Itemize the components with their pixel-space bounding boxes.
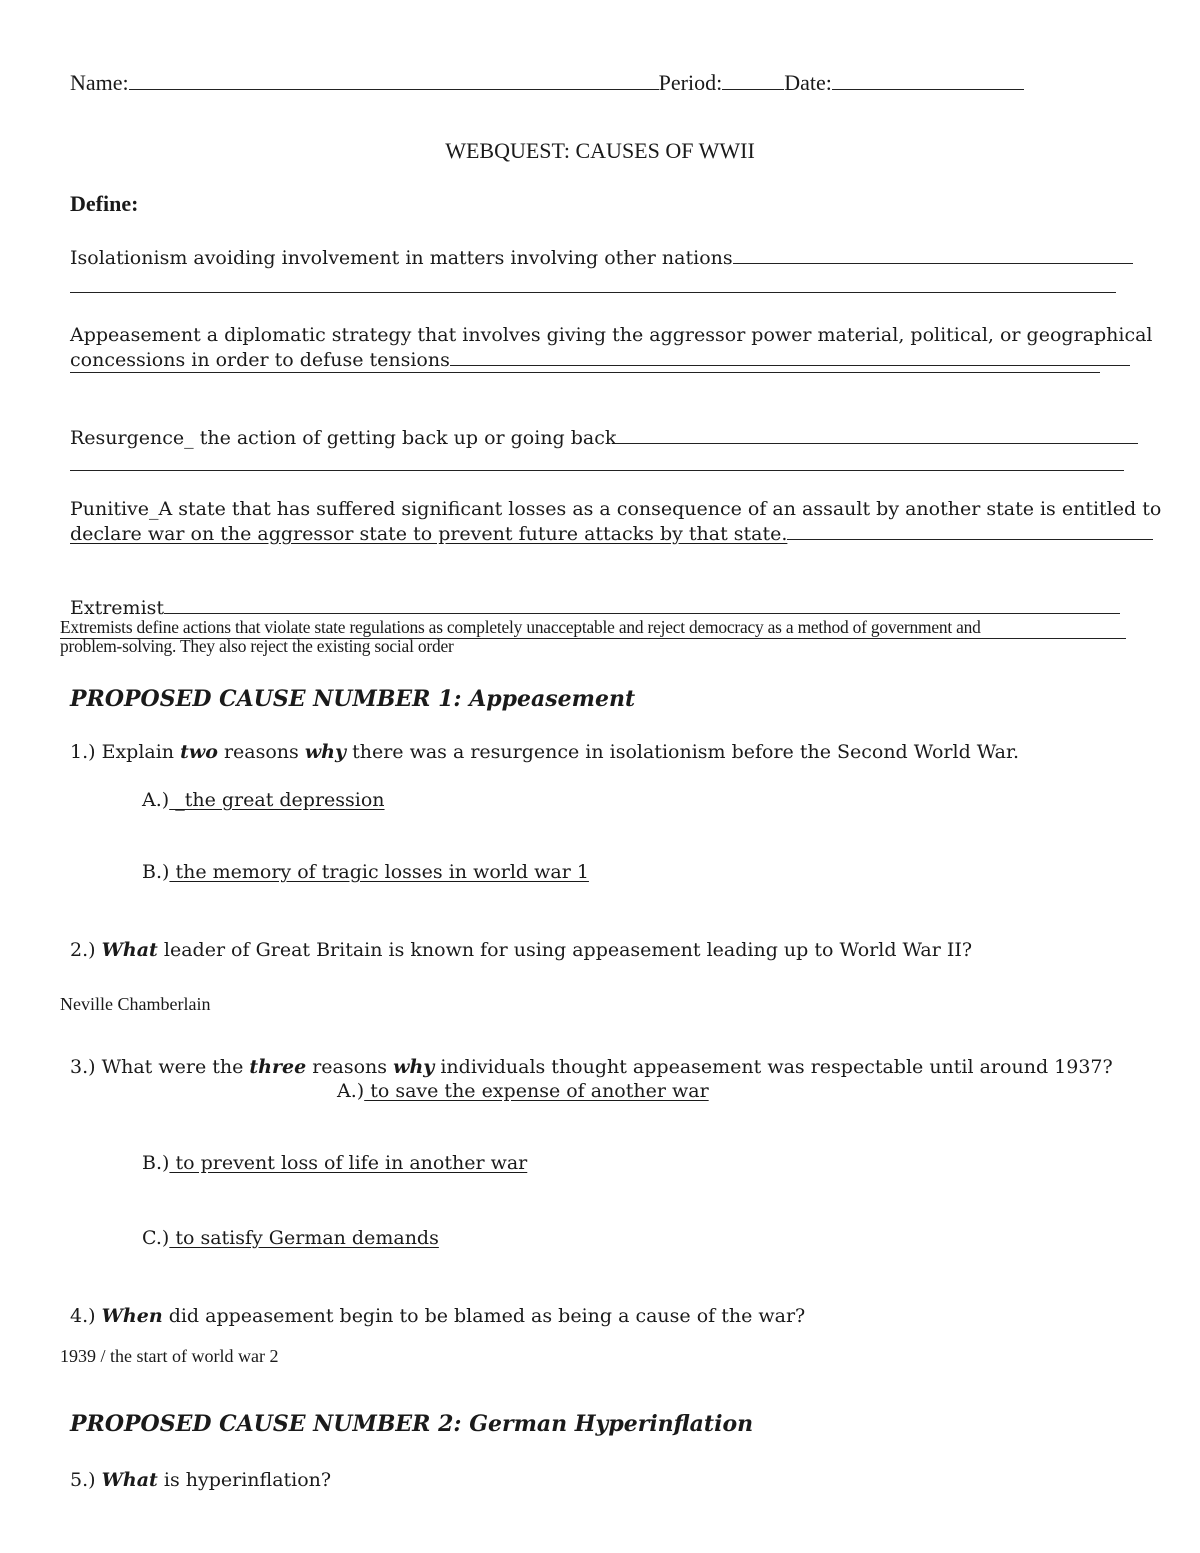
answer-label: C.)	[142, 1227, 170, 1249]
q1-emphasis-two: two	[180, 741, 218, 763]
date-label: Date:	[784, 70, 832, 95]
q1-emphasis-why: why	[304, 741, 347, 763]
define-label: Define:	[70, 191, 139, 216]
definition-punitive-line2	[70, 521, 1153, 545]
q5-text: is hyperinflation?	[157, 1469, 332, 1491]
q4-answer: 1939 / the start of world war 2	[60, 1346, 279, 1366]
isolationism-text: Isolationism avoiding involvement in matters involving other nations	[70, 247, 733, 269]
answer-text: to save the expense of another war	[364, 1080, 709, 1102]
q4-text: did appeasement begin to be blamed as being a cause of the war?	[162, 1305, 806, 1327]
q3-emphasis-why: why	[393, 1056, 435, 1078]
definition-punitive-line1: Punitive_A state that has suffered significant losses as a consequence of an assault by another state is entitled to	[70, 498, 1162, 520]
resurgence-text: the action of getting back up or going back	[193, 427, 617, 449]
name-field[interactable]	[70, 70, 1024, 96]
q3-answer-a	[337, 1080, 709, 1102]
q3-answer-c	[142, 1227, 439, 1249]
question-1	[70, 741, 1019, 763]
answer-line	[70, 470, 1124, 471]
appeasement-blank[interactable]	[450, 347, 1130, 366]
extremist-definition-line2: problem-solving. They also reject the existing social order	[60, 636, 454, 656]
section-heading-hyperinflation: PROPOSED CAUSE NUMBER 2: German Hyperinflation	[70, 1411, 754, 1437]
extremist-definition-line1: Extremists define actions that violate state regulations as completely unacceptable and reject democracy as a method of government and	[60, 617, 981, 637]
appeasement-text-2: concessions in order to defuse tensions	[70, 349, 450, 371]
q2-answer: Neville Chamberlain	[60, 994, 211, 1014]
period-label: Period:	[658, 70, 723, 95]
q2-number: 2.)	[70, 939, 102, 961]
q2-text: leader of Great Britain is known for using appeasement leading up to World War II?	[157, 939, 973, 961]
question-5	[70, 1469, 331, 1491]
answer-text: to prevent loss of life in another war	[169, 1152, 528, 1174]
section-heading-appeasement: PROPOSED CAUSE NUMBER 1: Appeasement	[70, 686, 636, 712]
q1-answer-b	[142, 861, 589, 883]
date-blank[interactable]	[832, 71, 1024, 90]
answer-text: to satisfy German demands	[169, 1227, 439, 1249]
answer-label: A.)	[142, 789, 170, 811]
answer-line	[70, 292, 1116, 293]
q1-text-mid: reasons	[217, 741, 305, 763]
question-3	[70, 1056, 1113, 1078]
isolationism-blank[interactable]	[733, 245, 1133, 264]
answer-text: the memory of tragic losses in world war 1	[169, 861, 589, 883]
q1-text: 1.) Explain	[70, 741, 181, 763]
q4-number: 4.)	[70, 1305, 102, 1327]
answer-label: B.)	[142, 861, 170, 883]
punitive-blank[interactable]	[787, 521, 1153, 540]
extremist-term: Extremist	[70, 597, 165, 619]
definition-appeasement-line2	[70, 347, 1130, 371]
resurgence-term: Resurgence_	[70, 427, 194, 449]
q3-answer-b	[142, 1152, 527, 1174]
resurgence-blank[interactable]	[616, 425, 1138, 444]
definition-extremist	[70, 595, 1120, 619]
q2-emphasis-what: What	[101, 939, 158, 961]
definition-isolationism	[70, 245, 1133, 269]
q3-text: 3.) What were the	[70, 1056, 250, 1078]
period-blank[interactable]	[722, 71, 784, 90]
q4-emphasis-when: When	[101, 1305, 163, 1327]
page-title: WEBQUEST: CAUSES OF WWII	[445, 138, 755, 163]
punitive-text-2: declare war on the aggressor state to prevent future attacks by that state.	[70, 523, 788, 545]
q3-text-rest: individuals thought appeasement was respectable until around 1937?	[434, 1056, 1113, 1078]
extremist-blank[interactable]	[164, 595, 1120, 614]
question-4	[70, 1305, 805, 1327]
q1-text-rest: there was a resurgence in isolationism before the Second World War.	[346, 741, 1020, 763]
q1-answer-a	[142, 789, 385, 811]
question-2	[70, 939, 972, 961]
answer-label: B.)	[142, 1152, 170, 1174]
definition-resurgence	[70, 425, 1138, 449]
name-blank[interactable]	[129, 71, 659, 90]
answer-label: A.)	[337, 1080, 365, 1102]
q5-emphasis-what: What	[101, 1469, 158, 1491]
name-label: Name:	[70, 70, 129, 95]
q3-emphasis-three: three	[249, 1056, 307, 1078]
definition-appeasement-line1: Appeasement a diplomatic strategy that involves giving the aggressor power material, political, or geographical	[70, 324, 1153, 346]
q3-text-mid: reasons	[306, 1056, 394, 1078]
q5-number: 5.)	[70, 1469, 102, 1491]
answer-text: _the great depression	[169, 789, 385, 811]
answer-line	[70, 372, 1100, 373]
